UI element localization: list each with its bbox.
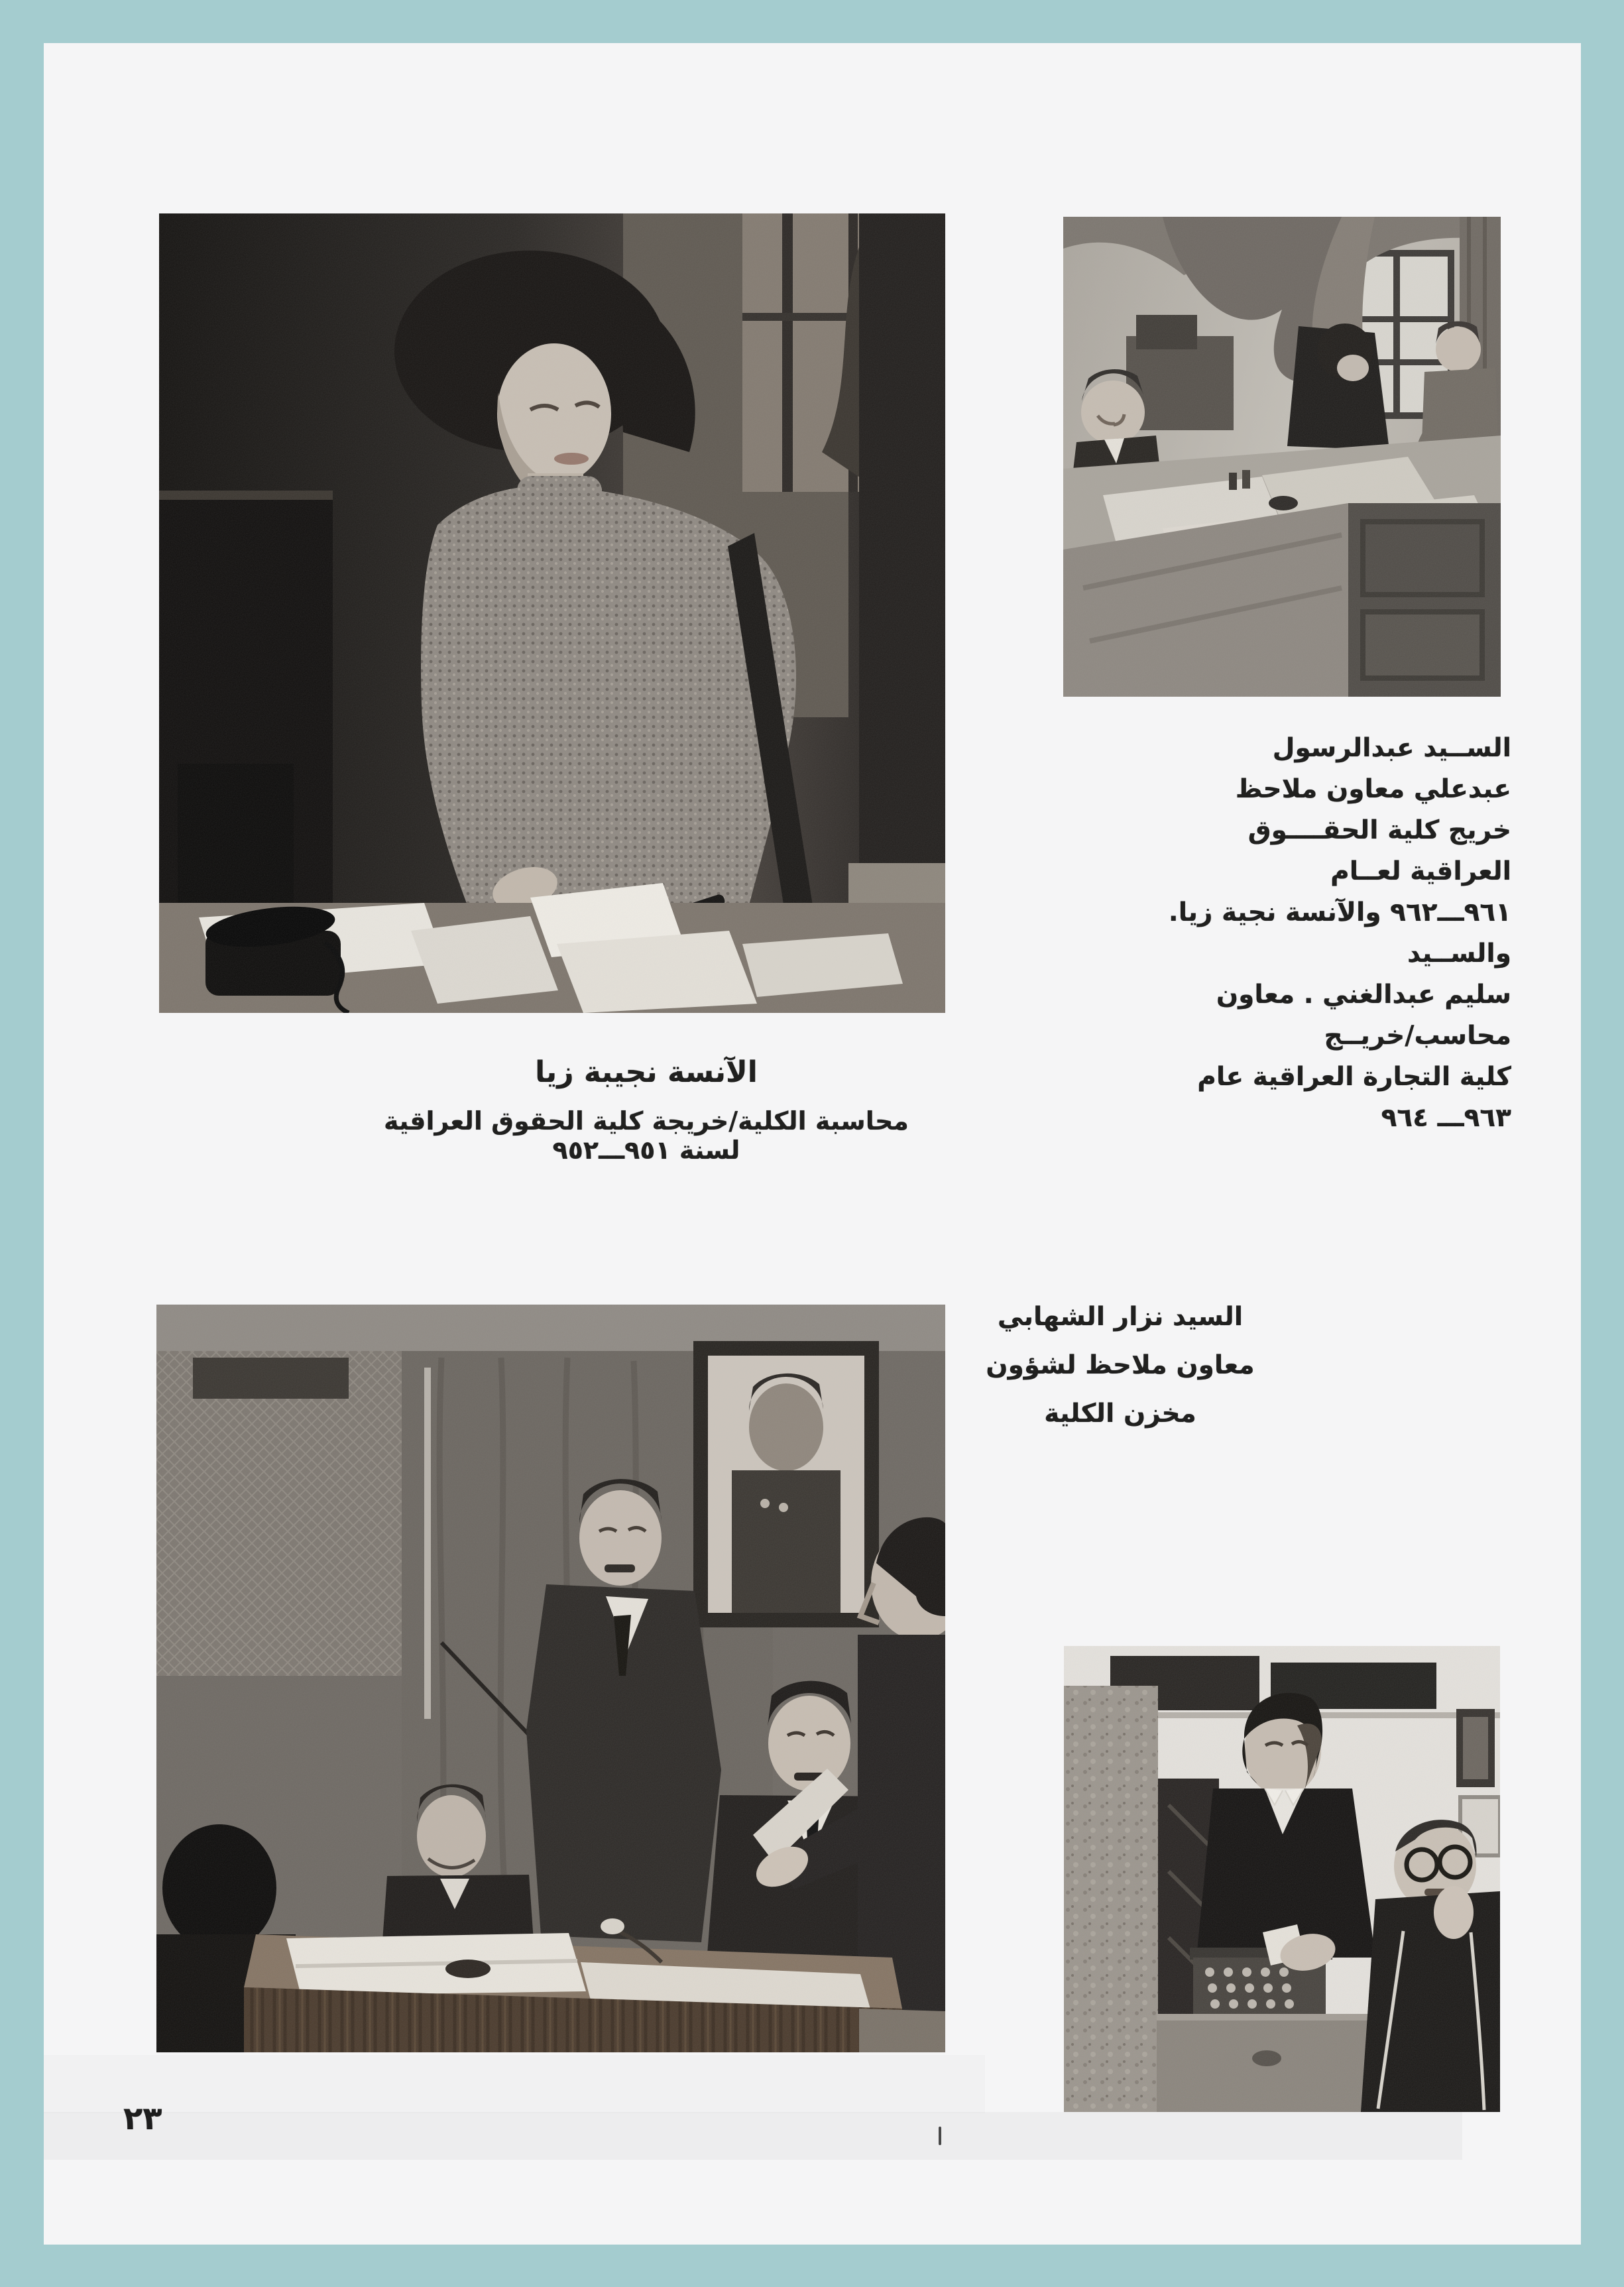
caption-photo2-line: سليم عبدالغني . معاون محاسب/خريــج [1216, 980, 1511, 1051]
caption-photo2 [1167, 728, 1511, 1139]
caption-photo1 [375, 1055, 918, 1165]
caption-photo2-line: الســيد عبدالرسول عبدعلي معاون ملاحظ [1235, 733, 1511, 804]
photo-storeroom-machine-art [1064, 1646, 1500, 2112]
photo-storeroom-machine [1064, 1646, 1500, 2112]
caption-photo2-line: ٩٦١ـــ٩٦٢ والآنسة نجية زيا. والســيد [1168, 898, 1511, 968]
scan-artifact-mark [939, 2127, 941, 2145]
caption-photo3 [961, 1293, 1279, 1438]
caption-photo3-role2: مخزن الكلية [1044, 1399, 1196, 1429]
scan-artifact-band [44, 2055, 985, 2113]
caption-photo1-role: محاسبة الكلية/خريجة كلية الحقوق العراقية لسنة ٩٥١ـــ٩٥٢ [384, 1106, 909, 1165]
photo-woman-at-desk-art [159, 213, 945, 1013]
caption-photo2-line: كلية التجارة العراقية عام ٩٦٣ـــ ٩٦٤ [1197, 1062, 1511, 1133]
photo-office-staff-art [1063, 217, 1501, 697]
photo-men-at-desk [156, 1305, 945, 2052]
photo-woman-at-desk [159, 213, 945, 1013]
photo-office-staff [1063, 217, 1501, 697]
page-number: ٢٣ [123, 2100, 162, 2137]
caption-photo1-name: الآنسة نجيبة زيا [535, 1055, 758, 1089]
caption-photo3-role: معاون ملاحظ لشؤون [986, 1350, 1255, 1380]
caption-photo2-line: خريج كلية الحقــــوق العراقية لعــام [1247, 815, 1511, 886]
photo-men-at-desk-art [156, 1305, 945, 2052]
scan-artifact-band [44, 2112, 1462, 2160]
caption-photo3-name: السيد نزار الشهابي [997, 1302, 1244, 1332]
